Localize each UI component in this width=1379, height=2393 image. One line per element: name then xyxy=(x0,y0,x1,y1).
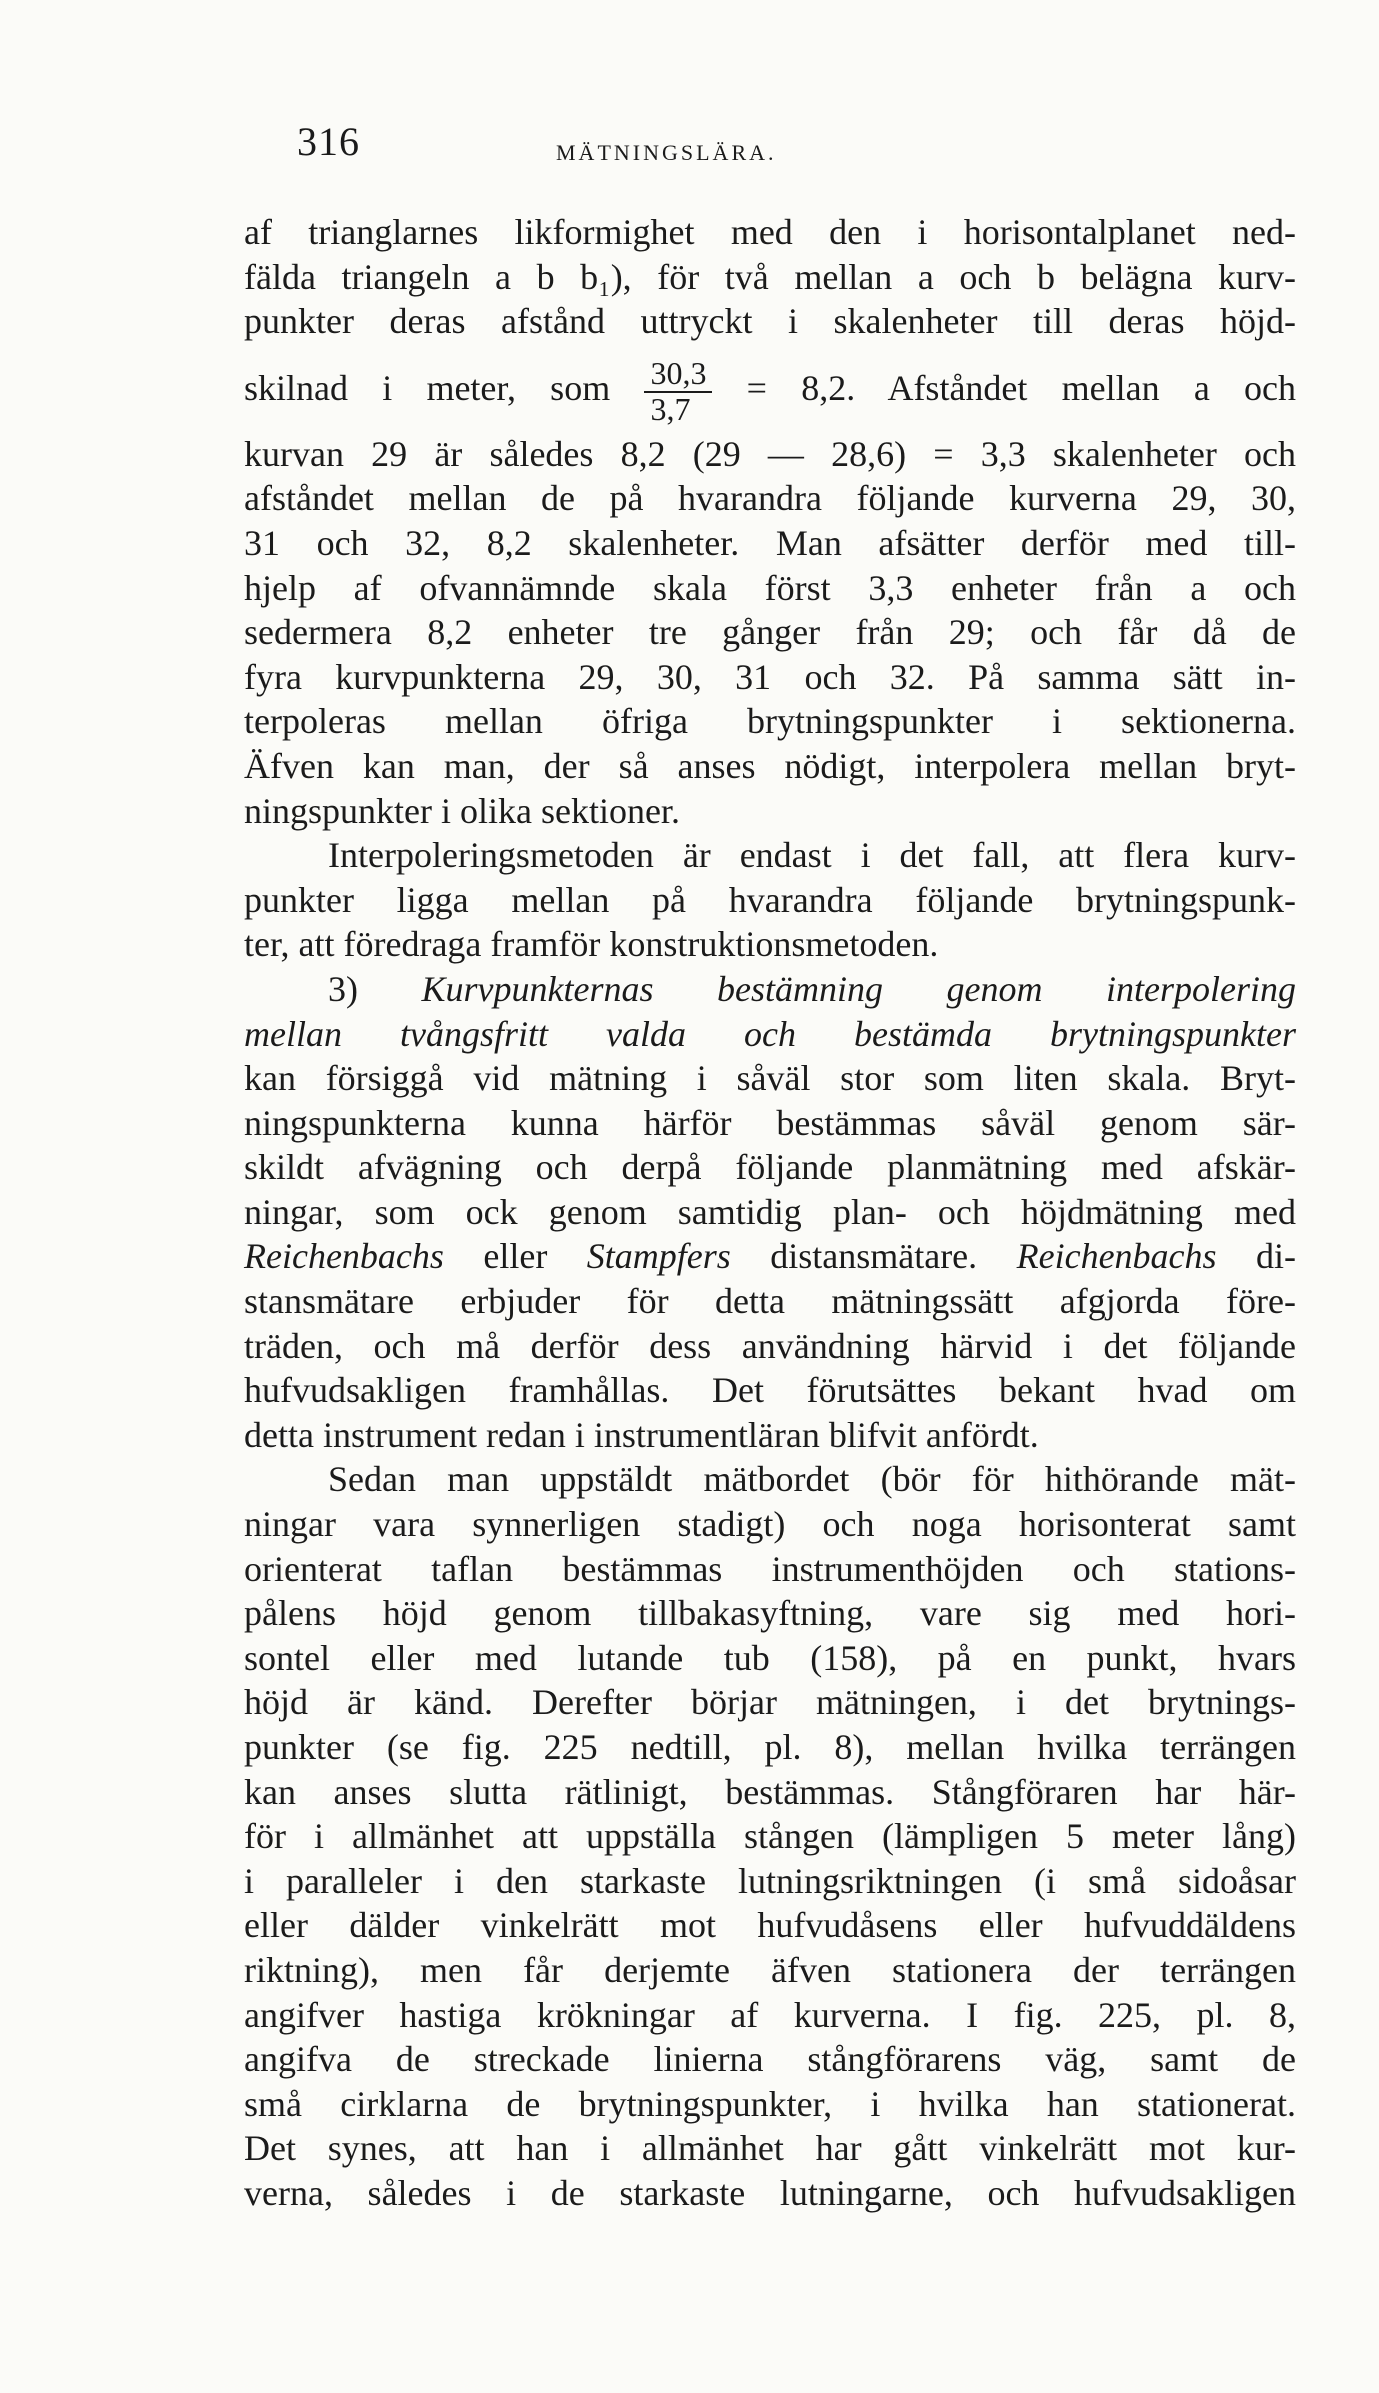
text-line: riktning), men får derjemte äfven stationera der terrängen xyxy=(244,1949,1296,1990)
body-text xyxy=(244,210,1296,2216)
text-line: hufvudsakligen framhållas. Det förutsättes bekant hvad om xyxy=(244,1370,1296,1411)
text-line: höjd är känd. Derefter börjar mätningen, i det brytnings- xyxy=(244,1682,1296,1723)
text-line: kurvan 29 är således 8,2 (29 — 28,6) = 3,3 skalenheter och xyxy=(244,433,1296,474)
text-line: små cirklarna de brytningspunkter, i hvilka han stationerat. xyxy=(244,2083,1296,2124)
section-heading-line xyxy=(244,967,1296,1012)
text-line: detta instrument redan i instrumentläran blifvit anfördt. xyxy=(244,1414,1039,1455)
text-line-with-fraction xyxy=(244,344,1296,432)
text-line: angifva de streckade linierna stångförarens väg, samt de xyxy=(244,2039,1296,2080)
text-line: hjelp af ofvannämnde skala först 3,3 enheter från a och xyxy=(244,567,1296,608)
text-segment: skilnad i meter, som xyxy=(244,367,611,408)
section-heading: Kurvpunkternas bestämning genom interpolering xyxy=(421,968,1296,1009)
text-line: fyra kurvpunkterna 29, 30, 31 och 32. På samma sätt in- xyxy=(244,656,1296,697)
text-line: ningspunkter i olika sektioner. xyxy=(244,790,680,831)
text-line: afståndet mellan de på hvarandra följande kurverna 29, 30, xyxy=(244,478,1296,519)
text-line: kan anses slutta rätlinigt, bestämmas. Stångföraren har här- xyxy=(244,1771,1296,1812)
text-line: punkter ligga mellan på hvarandra följande brytningspunk- xyxy=(244,879,1296,920)
text-line: eller dälder vinkelrätt mot hufvudåsens eller hufvuddäldens xyxy=(244,1905,1296,1946)
paragraph-start: Sedan man uppstäldt mätbordet (bör för hithörande mät- xyxy=(328,1459,1296,1500)
text-line: ningar vara synnerligen stadigt) och noga horisonterat samt xyxy=(244,1504,1296,1545)
fraction xyxy=(644,354,712,427)
text-line: stansmätare erbjuder för detta mätningssätt afgjorda före- xyxy=(244,1281,1296,1322)
text-line: ningar, som ock genom samtidig plan- och höjdmätning med xyxy=(244,1191,1296,1232)
text-line: ningspunkterna kunna härför bestämmas såväl genom sär- xyxy=(244,1102,1296,1143)
text-line: punkter (se fig. 225 nedtill, pl. 8), mellan hvilka terrängen xyxy=(244,1727,1296,1767)
text-segment: di- xyxy=(1256,1236,1296,1277)
paragraph-start: Interpoleringsmetoden är endast i det fall, att flera kurv- xyxy=(328,835,1296,876)
fraction-denominator: 3,7 xyxy=(650,390,691,427)
section-number: 3) xyxy=(328,968,358,1009)
section-heading-continued: mellan tvångsfritt valda och bestämda brytningspunkter xyxy=(244,1013,1296,1054)
running-head: MÄTNINGSLÄRA. xyxy=(556,140,777,165)
fraction-numerator: 30,3 xyxy=(644,357,712,393)
text-line: terpoleras mellan öfriga brytningspunkter i sektionerna. xyxy=(244,701,1296,742)
text-line: träden, och må derför dess användning härvid i det följande xyxy=(244,1325,1296,1366)
text-line: kan försiggå vid mätning i såväl stor som liten skala. Bryt- xyxy=(244,1058,1296,1099)
text-segment: eller xyxy=(483,1236,548,1277)
text-line: punkter deras afstånd uttryckt i skalenheter till deras höjd- xyxy=(244,301,1296,342)
text-line: orienterat taflan bestämmas instrumenthöjden och stations- xyxy=(244,1548,1296,1589)
text-line: angifver hastiga krökningar af kurverna. I fig. 225, pl. 8, xyxy=(244,1994,1296,2035)
name-reichenbach: Reichenbachs xyxy=(244,1236,444,1277)
text-line: verna, således i de starkaste lutningarne, och hufvudsakligen xyxy=(244,2172,1296,2213)
text-line: sontel eller med lutande tub (158), på en punkt, hvars xyxy=(244,1637,1296,1678)
text-segment: = 8,2. Afståndet mellan a och xyxy=(746,367,1297,408)
text-line: af trianglarnes likformighet med den i horisontalplanet ned- xyxy=(244,212,1296,252)
text-segment: distansmätare. xyxy=(770,1236,978,1277)
text-line: i paralleler i den starkaste lutningsriktningen (i små sidoåsar xyxy=(244,1860,1296,1901)
text-line: skildt afvägning och derpå följande planmätning med afskär- xyxy=(244,1147,1296,1188)
text-line: Äfven kan man, der så anses nödigt, interpolera mellan bryt- xyxy=(244,745,1296,786)
text-line: ter, att föredraga framför konstruktionsmetoden. xyxy=(244,924,939,965)
text-line: 31 och 32, 8,2 skalenheter. Man afsätter derför med till- xyxy=(244,522,1296,563)
name-stampfer: Stampfers xyxy=(586,1236,731,1277)
text-line: för i allmänhet att uppställa stången (lämpligen 5 meter lång) xyxy=(244,1816,1296,1857)
text-line: fälda triangeln a b b₁), för två mellan a och b belägna kurv- xyxy=(244,256,1296,297)
text-line: sedermera 8,2 enheter tre gånger från 29; och får då de xyxy=(244,612,1296,653)
page-number: 316 xyxy=(297,119,360,164)
text-line: Det synes, att han i allmänhet har gått vinkelrätt mot kur- xyxy=(244,2128,1296,2169)
text-line-with-names xyxy=(244,1234,1296,1279)
name-reichenbach: Reichenbachs xyxy=(1016,1236,1217,1277)
text-line: pålens höjd genom tillbakasyftning, vare sig med hori- xyxy=(244,1593,1296,1634)
